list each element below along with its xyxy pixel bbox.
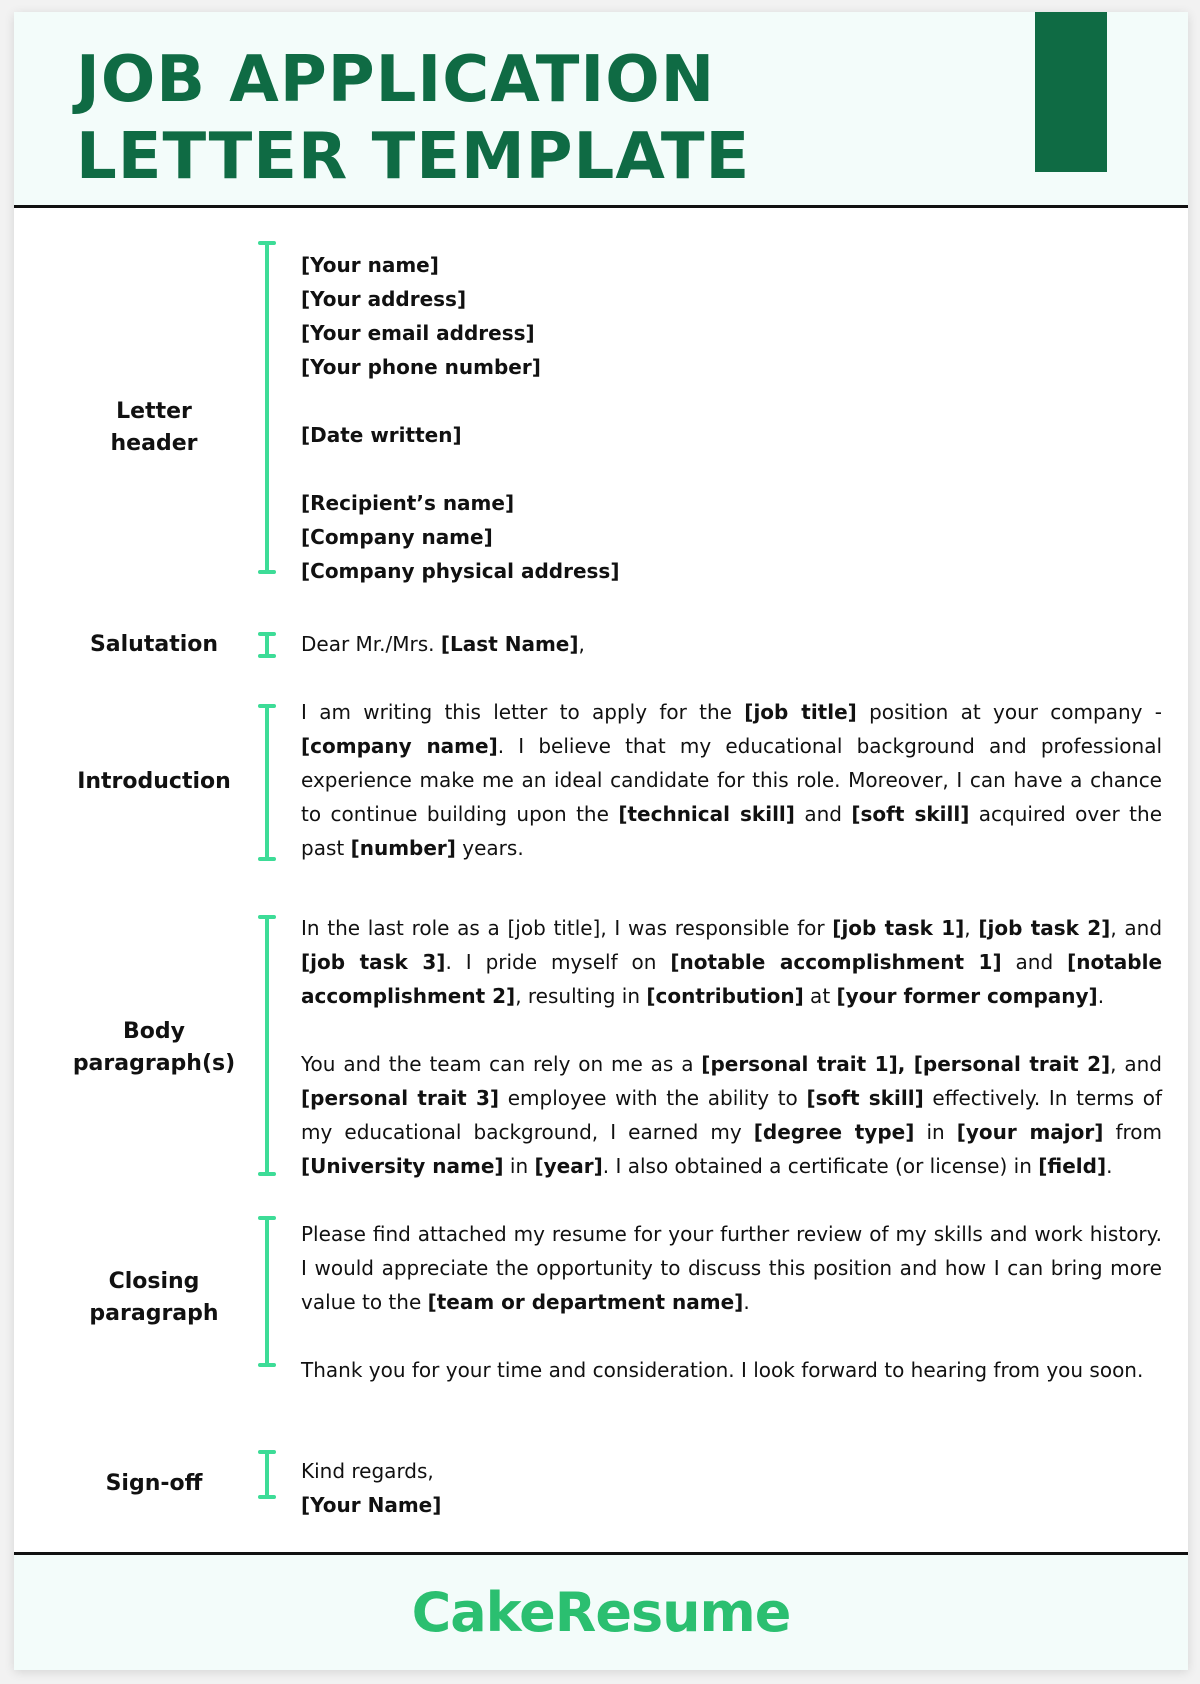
text-segment: , and <box>1110 916 1163 940</box>
label-closing-line-2: paragraph <box>89 1301 219 1326</box>
label-salutation: Salutation <box>89 632 219 657</box>
date-written: [Date written] <box>301 423 462 447</box>
bracket-introduction <box>258 704 276 861</box>
label-letter-header-line-2: header <box>110 431 198 456</box>
company-address: [Company physical address] <box>301 559 620 583</box>
text-segment: . I also obtained a certificate (or license) in <box>602 1154 1039 1178</box>
text-segment: . I pride myself on <box>445 950 671 974</box>
bracket-body <box>258 915 276 1176</box>
text-segment: In the last role as a [job title], I was responsible for <box>301 916 833 940</box>
bold-placeholder: [job title] <box>744 700 857 724</box>
label-body <box>54 1016 254 1080</box>
letter-header-block <box>301 248 1162 588</box>
body-paragraph-2 <box>301 1047 1162 1183</box>
label-introduction: Introduction <box>77 769 231 794</box>
bracket-closing <box>258 1216 276 1367</box>
signoff-block <box>301 1454 1162 1522</box>
label-body-line-1: Body <box>123 1019 185 1044</box>
text-segment: , <box>964 916 979 940</box>
salutation-name: [Last Name] <box>440 632 579 656</box>
accent-bar <box>1035 12 1107 172</box>
text-segment: years. <box>455 836 524 860</box>
text-segment: effectively. In terms of my educational background, I earned my <box>301 1086 1163 1144</box>
label-letter-header-line-1: Letter <box>116 399 192 424</box>
text-segment: employee with the ability to <box>499 1086 807 1110</box>
bold-placeholder: [notable accomplishment 1] <box>670 950 1002 974</box>
bold-placeholder: [job task 2] <box>978 916 1111 940</box>
text-segment: . <box>1106 1154 1113 1178</box>
text-segment: in <box>503 1154 535 1178</box>
text-segment: Please find attached my resume for your further review of my skills and work history. I would appreciate the opportunity to discuss this position and how I can bring more value to the <box>301 1222 1162 1314</box>
closing-block <box>301 1217 1162 1387</box>
body-block <box>301 911 1162 1183</box>
bold-placeholder: [soft skill] <box>851 802 970 826</box>
label-signoff: Sign-off <box>105 1471 203 1496</box>
title-line-1: JOB APPLICATION <box>76 43 716 117</box>
body-paragraph-1 <box>301 911 1162 1013</box>
label-body-line-2: paragraph(s) <box>72 1051 236 1076</box>
cakeresume-logo: CakeResume <box>411 1581 791 1644</box>
label-closing <box>54 1266 254 1330</box>
company-name: [Company name] <box>301 525 493 549</box>
text-segment: . I believe that my educational background and professional experience make me an ideal candidate for this role. Moreover, I can have a chance to continue building upon the <box>301 734 1163 826</box>
bold-placeholder: [University name] <box>301 1154 504 1178</box>
text-segment: , resulting in <box>515 984 647 1008</box>
your-phone: [Your phone number] <box>301 355 541 379</box>
label-letter-header <box>54 396 254 460</box>
recipient-name: [Recipient’s name] <box>301 491 515 515</box>
bold-placeholder: [number] <box>350 836 456 860</box>
header-band <box>14 12 1188 205</box>
bracket-signoff <box>258 1450 276 1499</box>
title-line-2: LETTER TEMPLATE <box>76 120 751 194</box>
salutation-line <box>301 627 1162 661</box>
introduction-paragraph <box>301 695 1162 865</box>
bold-placeholder: [your major] <box>956 1120 1104 1144</box>
closing-paragraph-1 <box>301 1217 1162 1319</box>
text-segment: acquired over the past <box>301 802 1163 860</box>
bold-placeholder: [job task 3] <box>301 950 446 974</box>
text-segment: from <box>1103 1120 1162 1144</box>
your-name: [Your name] <box>301 253 439 277</box>
salutation-prefix: Dear Mr./Mrs. <box>301 632 441 656</box>
signoff-name: [Your Name] <box>301 1493 442 1517</box>
salutation-suffix: , <box>578 632 585 656</box>
bracket-salutation <box>258 632 276 658</box>
bold-placeholder: [notable accomplishment 2] <box>301 950 1163 1008</box>
text-segment: and <box>794 802 852 826</box>
bold-placeholder: [personal trait 3] <box>301 1086 500 1110</box>
bold-placeholder: [contribution] <box>646 984 804 1008</box>
bold-placeholder: [team or department name] <box>427 1290 744 1314</box>
bold-placeholder: [company name] <box>301 734 498 758</box>
text-segment: , and <box>1110 1052 1163 1076</box>
text-segment: in <box>914 1120 957 1144</box>
text-segment: position at your company - <box>856 700 1163 724</box>
your-email: [Your email address] <box>301 321 535 345</box>
signoff-regards: Kind regards, <box>301 1459 434 1483</box>
text-segment: . <box>1097 984 1105 1008</box>
text-segment: . <box>743 1290 750 1314</box>
bold-placeholder: [job task 1] <box>832 916 965 940</box>
bold-placeholder: [technical skill] <box>618 802 795 826</box>
page-title <box>76 42 750 196</box>
header-divider <box>14 205 1188 208</box>
footer-band <box>14 1555 1188 1670</box>
bold-placeholder: [year] <box>534 1154 603 1178</box>
label-closing-line-1: Closing <box>108 1269 200 1294</box>
text-segment: I am writing this letter to apply for the <box>301 700 745 724</box>
text-segment: You and the team can rely on me as a <box>301 1052 702 1076</box>
bold-placeholder: [soft skill] <box>806 1086 924 1110</box>
letter-template-page <box>14 12 1188 1670</box>
closing-paragraph-2: Thank you for your time and consideration. I look forward to hearing from you soon. <box>301 1358 1144 1382</box>
introduction-block <box>301 695 1162 865</box>
bold-placeholder: [degree type] <box>753 1120 915 1144</box>
bracket-letter-header <box>258 241 276 574</box>
your-address: [Your address] <box>301 287 467 311</box>
bold-placeholder: [field] <box>1038 1154 1107 1178</box>
text-segment: and <box>1001 950 1068 974</box>
text-segment: at <box>803 984 837 1008</box>
bold-placeholder: [your former company] <box>836 984 1098 1008</box>
bold-placeholder: [personal trait 1], [personal trait 2] <box>701 1052 1111 1076</box>
